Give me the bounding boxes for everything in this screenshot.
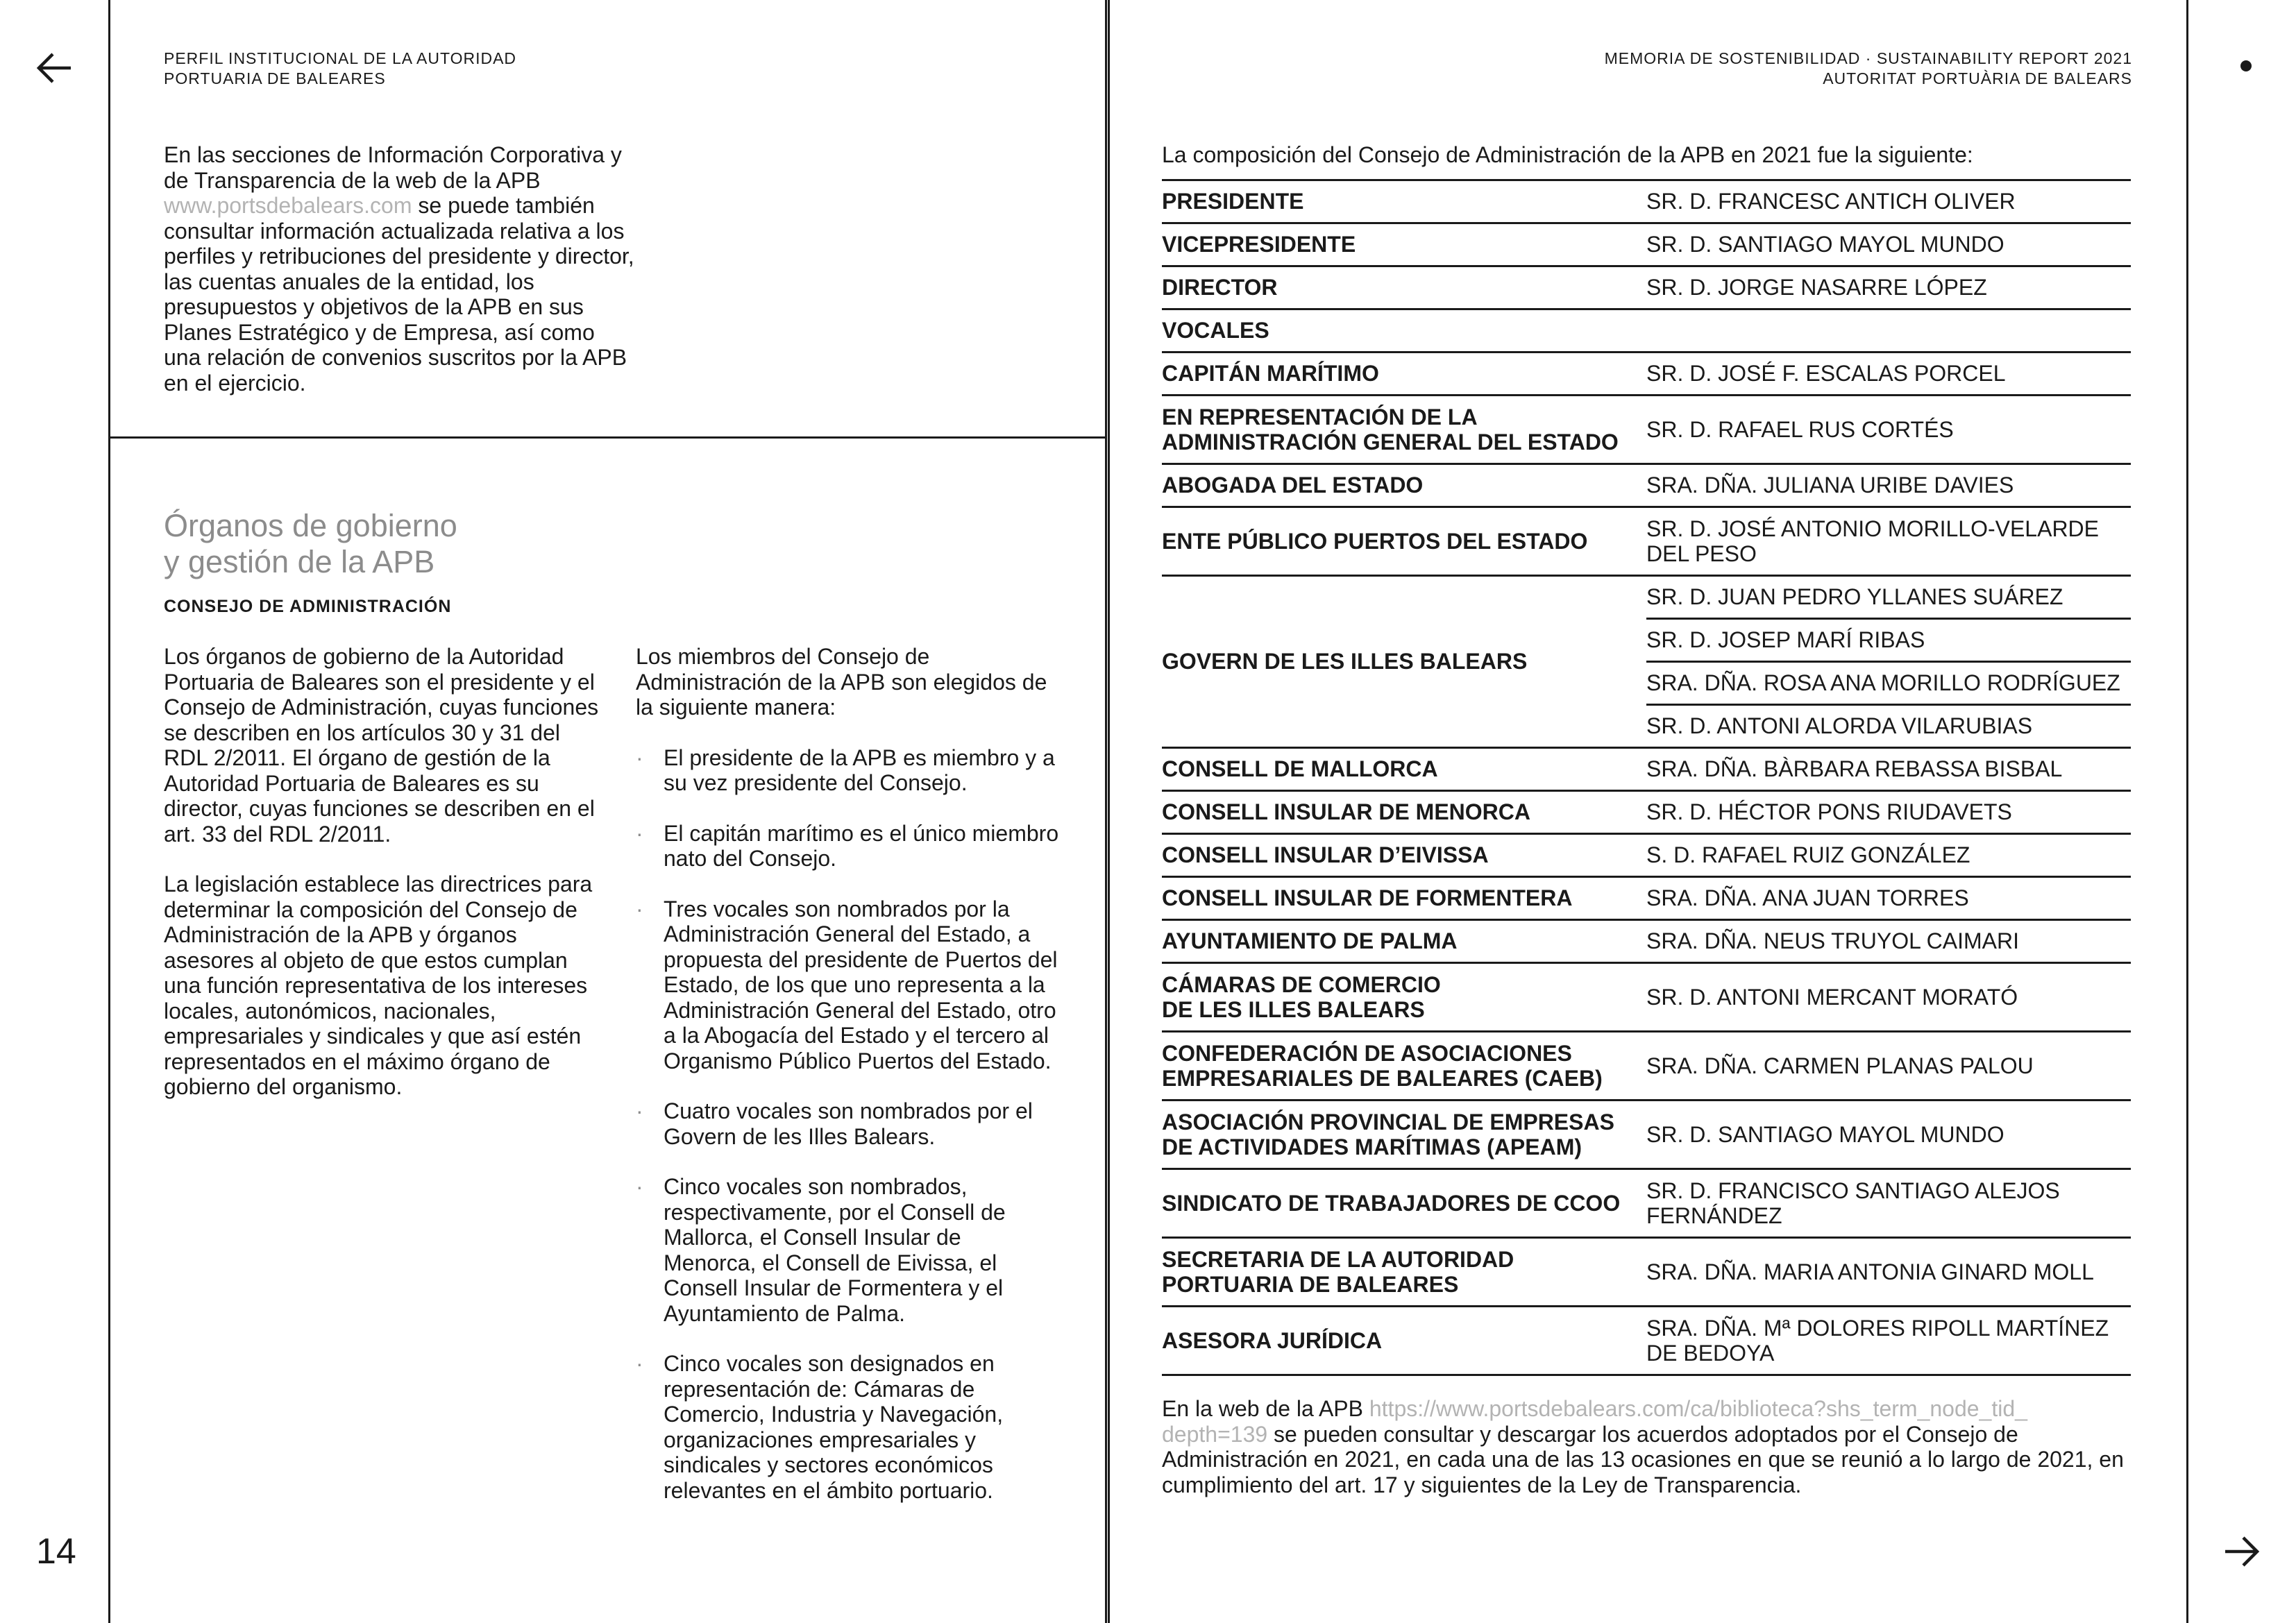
member-cell: SR. D. JORGE NASARRE LÓPEZ <box>1646 266 2131 309</box>
running-header-left <box>164 49 516 89</box>
member-cell: SRA. DÑA. MARIA ANTONIA GINARD MOLL <box>1646 1238 2131 1307</box>
table-row <box>1162 507 2131 576</box>
right-margin-line <box>2186 0 2188 1623</box>
role-cell <box>1162 396 1646 464</box>
table-row <box>1162 223 2131 266</box>
member-cell: S. D. RAFAEL RUIZ GONZÁLEZ <box>1646 834 2131 877</box>
member-cell <box>1646 1169 2131 1238</box>
intro-text-end: se puede también consultar información actualizada relativa a los perfiles y retribuciones del presidente y director, las cuentas anuales de la entidad, los presupuestos y objetivos de la APB en sus Planes Estratégico y de Empresa, así como una relación de convenios suscritos por la APB en el ejercicio. <box>164 193 634 396</box>
list-item <box>636 821 1059 872</box>
member-cell: SR. D. HÉCTOR PONS RIUDAVETS <box>1646 791 2131 834</box>
section-title-line1: Órganos de gobierno <box>164 508 457 543</box>
table-row <box>1162 834 2131 877</box>
running-header-left-line2: PORTUARIA DE BALEARES <box>164 69 386 87</box>
table-row <box>1162 963 2131 1032</box>
list-item-text: Cinco vocales son designados en representación de: Cámaras de Comercio, Industria y Navegación, organizaciones empresariales y sindicales y sectores económicos relevantes en el ámbito portuario. <box>664 1351 1004 1503</box>
role-cell: AYUNTAMIENTO DE PALMA <box>1162 920 1646 963</box>
bullet-dot: · <box>636 896 643 921</box>
table-row <box>1162 1101 2131 1169</box>
role-cell: CONSELL DE MALLORCA <box>1162 748 1646 791</box>
table-row <box>1162 791 2131 834</box>
board-composition-table <box>1162 179 2131 1376</box>
table-row <box>1162 1169 2131 1238</box>
footer-note <box>1162 1396 2134 1497</box>
role-line: PORTUARIA DE BALEARES <box>1162 1272 1459 1297</box>
role-cell-govern: GOVERN DE LES ILLES BALEARS <box>1162 576 1646 748</box>
bullet-dot: · <box>636 745 643 770</box>
table-row <box>1162 266 2131 309</box>
member-selection-list <box>636 745 1059 1504</box>
role-cell: ASESORA JURÍDICA <box>1162 1307 1646 1375</box>
list-item-text: Tres vocales son nombrados por la Administración General del Estado, a propuesta del presidente de Puertos del Estado, de los que uno representa a la Administración General del Estado, otro a la Abogacía del Estado y el tercero al Organismo Público Puertos del Estado. <box>664 896 1058 1073</box>
member-cell <box>1646 309 2131 352</box>
table-row <box>1162 920 2131 963</box>
list-item <box>636 1351 1059 1503</box>
list-item-text: El presidente de la APB es miembro y a su vez presidente del Consejo. <box>664 745 1055 795</box>
role-cell: CONSELL INSULAR D’EIVISSA <box>1162 834 1646 877</box>
role-line: CÁMARAS DE COMERCIO <box>1162 971 1441 997</box>
role-cell: VICEPRESIDENTE <box>1162 223 1646 266</box>
subheading-consejo: CONSEJO DE ADMINISTRACIÓN <box>164 597 452 616</box>
page-number: 14 <box>36 1531 76 1572</box>
table-row <box>1162 464 2131 507</box>
member-line: SRA. DÑA. Mª DOLORES RIPOLL MARTÍNEZ <box>1646 1315 2109 1341</box>
table-row <box>1162 748 2131 791</box>
role-cell: VOCALES <box>1162 309 1646 352</box>
table-row <box>1162 309 2131 352</box>
spine-line-right <box>1108 0 1110 1623</box>
running-header-right-line1: MEMORIA DE SOSTENIBILIDAD · SUSTAINABILITY REPORT 2021 <box>1604 49 2132 67</box>
table-row <box>1162 1238 2131 1307</box>
board-table-caption: La composición del Consejo de Administración de la APB en 2021 fue la siguiente: <box>1162 142 1973 167</box>
list-item-text: El capitán marítimo es el único miembro nato del Consejo. <box>664 820 1059 871</box>
table-row <box>1162 877 2131 920</box>
list-item-text: Cinco vocales son nombrados, respectivamente, por el Consell de Mallorca, el Consell Insular de Menorca, el Consell de Eivissa, el Consell Insular de Formentera y el Ayuntamiento de Palma. <box>664 1174 1006 1326</box>
role-cell <box>1162 963 1646 1032</box>
bullet-dot: · <box>636 820 643 846</box>
website-link[interactable]: www.portsdebalears.com <box>164 193 412 218</box>
paragraph-organos: Los órganos de gobierno de la Autoridad Portuaria de Baleares son el presidente y el Consejo de Administración, cuyas funciones se describen en los artículos 30 y 31 del RDL 2/2011. El órgano de gestión de la Autoridad Portuaria de Baleares es su director, cuyas funciones se describen en el art. 33 del RDL 2/2011. <box>164 644 599 847</box>
table-row <box>1162 352 2131 396</box>
section-title-line2: y gestión de la APB <box>164 544 435 579</box>
role-cell: CONSELL INSULAR DE FORMENTERA <box>1162 877 1646 920</box>
section-title <box>164 508 650 580</box>
role-line: DE LES ILLES BALEARS <box>1162 997 1425 1022</box>
member-cell: SR. D. JUAN PEDRO YLLANES SUÁREZ <box>1646 576 2131 619</box>
member-cell: SR. D. SANTIAGO MAYOL MUNDO <box>1646 1101 2131 1169</box>
role-cell: ENTE PÚBLICO PUERTOS DEL ESTADO <box>1162 507 1646 576</box>
member-cell: SRA. DÑA. NEUS TRUYOL CAIMARI <box>1646 920 2131 963</box>
role-line: EN REPRESENTACIÓN DE LA <box>1162 404 1478 430</box>
member-cell: SR. D. FRANCESC ANTICH OLIVER <box>1646 180 2131 223</box>
list-item <box>636 745 1059 796</box>
member-cell: SRA. DÑA. ANA JUAN TORRES <box>1646 877 2131 920</box>
member-line: SR. D. JOSÉ ANTONIO MORILLO-VELARDE <box>1646 516 2099 541</box>
paragraph-miembros: Los miembros del Consejo de Administración de la APB son elegidos de la siguiente manera: <box>636 644 1047 720</box>
member-cell: SR. D. ANTONI ALORDA VILARUBIAS <box>1646 705 2131 748</box>
running-header-right <box>1605 49 2132 89</box>
role-cell <box>1162 1101 1646 1169</box>
member-cell: SR. D. SANTIAGO MAYOL MUNDO <box>1646 223 2131 266</box>
member-line: DE BEDOYA <box>1646 1341 1775 1366</box>
bullet-dot: · <box>636 1351 643 1376</box>
page-indicator-dot <box>2240 60 2252 71</box>
role-line: ADMINISTRACIÓN GENERAL DEL ESTADO <box>1162 430 1619 454</box>
role-cell: PRESIDENTE <box>1162 180 1646 223</box>
member-cell <box>1646 507 2131 576</box>
role-cell: CAPITÁN MARÍTIMO <box>1162 352 1646 396</box>
library-link-part2: depth=139 <box>1162 1421 1268 1447</box>
footer-note-end: se pueden consultar y descargar los acuerdos adoptados por el Consejo de Administración en 2021, en cada una de las 13 ocasiones en que se reunió a lo largo de 2021, en cumplimiento del art. 17 y siguientes de la Ley de Transparencia. <box>1162 1421 2124 1497</box>
role-line: EMPRESARIALES DE BALEARES (CAEB) <box>1162 1066 1603 1091</box>
role-cell <box>1162 1238 1646 1307</box>
body-column-1 <box>164 644 608 1125</box>
role-cell <box>1162 1032 1646 1101</box>
left-margin-line <box>108 0 110 1623</box>
member-cell: SRA. DÑA. BÀRBARA REBASSA BISBAL <box>1646 748 2131 791</box>
list-item <box>636 1174 1059 1326</box>
member-cell: SR. D. JOSÉ F. ESCALAS PORCEL <box>1646 352 2131 396</box>
library-link-part1: https://www.portsdebalears.com/ca/biblioteca?shs_term_node_tid_ <box>1369 1396 2027 1421</box>
intro-paragraph <box>164 142 636 396</box>
running-header-left-line1: PERFIL INSTITUCIONAL DE LA AUTORIDAD <box>164 49 517 67</box>
arrow-left-icon <box>35 49 74 87</box>
member-cell: SRA. DÑA. JULIANA URIBE DAVIES <box>1646 464 2131 507</box>
member-cell: SR. D. RAFAEL RUS CORTÉS <box>1646 396 2131 464</box>
member-cell: SR. D. JOSEP MARÍ RIBAS <box>1646 619 2131 662</box>
member-cell <box>1646 1307 2131 1375</box>
table-row <box>1162 576 2131 619</box>
bullet-dot: · <box>636 1098 643 1123</box>
body-column-2 <box>636 644 1059 1528</box>
running-header-right-line2: AUTORITAT PORTUÀRIA DE BALEARS <box>1823 69 2132 87</box>
previous-page-button[interactable] <box>35 49 74 87</box>
table-row <box>1162 1307 2131 1375</box>
arrow-right-icon <box>2222 1532 2261 1571</box>
role-cell: DIRECTOR <box>1162 266 1646 309</box>
role-cell: SINDICATO DE TRABAJADORES DE CCOO <box>1162 1169 1646 1238</box>
list-item-text: Cuatro vocales son nombrados por el Govern de les Illes Balears. <box>664 1098 1033 1149</box>
list-item <box>636 897 1059 1074</box>
spine-line-left <box>1105 0 1107 1623</box>
role-line: SECRETARIA DE LA AUTORIDAD <box>1162 1246 1514 1272</box>
list-item <box>636 1098 1059 1149</box>
member-cell: SRA. DÑA. CARMEN PLANAS PALOU <box>1646 1032 2131 1101</box>
role-line: DE ACTIVIDADES MARÍTIMAS (APEAM) <box>1162 1135 1582 1159</box>
member-line: DEL PESO <box>1646 541 1757 566</box>
member-line: SR. D. FRANCISCO SANTIAGO ALEJOS <box>1646 1178 2060 1203</box>
intro-text-start: En las secciones de Información Corporativa y de Transparencia de la web de la APB <box>164 142 622 193</box>
bullet-dot: · <box>636 1174 643 1199</box>
table-row <box>1162 180 2131 223</box>
footer-note-start: En la web de la APB <box>1162 1396 1369 1421</box>
role-line: ASOCIACIÓN PROVINCIAL DE EMPRESAS <box>1162 1109 1614 1135</box>
section-divider <box>108 436 1106 439</box>
member-line: FERNÁNDEZ <box>1646 1203 1782 1228</box>
table-row <box>1162 396 2131 464</box>
member-cell: SR. D. ANTONI MERCANT MORATÓ <box>1646 963 2131 1032</box>
next-page-button[interactable] <box>2222 1532 2261 1571</box>
member-cell: SRA. DÑA. ROSA ANA MORILLO RODRÍGUEZ <box>1646 662 2131 705</box>
role-cell: ABOGADA DEL ESTADO <box>1162 464 1646 507</box>
paragraph-legislacion: La legislación establece las directrices para determinar la composición del Consejo de Administración de la APB y órganos asesores al objeto de que estos cumplan una función representativa de los intereses locales, autonómicos, nacionales, empresariales y sindicales y que así estén representados en el máximo órgano de gobierno del organismo. <box>164 872 593 1099</box>
table-row <box>1162 1032 2131 1101</box>
role-line: CONFEDERACIÓN DE ASOCIACIONES <box>1162 1040 1572 1066</box>
role-cell: CONSELL INSULAR DE MENORCA <box>1162 791 1646 834</box>
